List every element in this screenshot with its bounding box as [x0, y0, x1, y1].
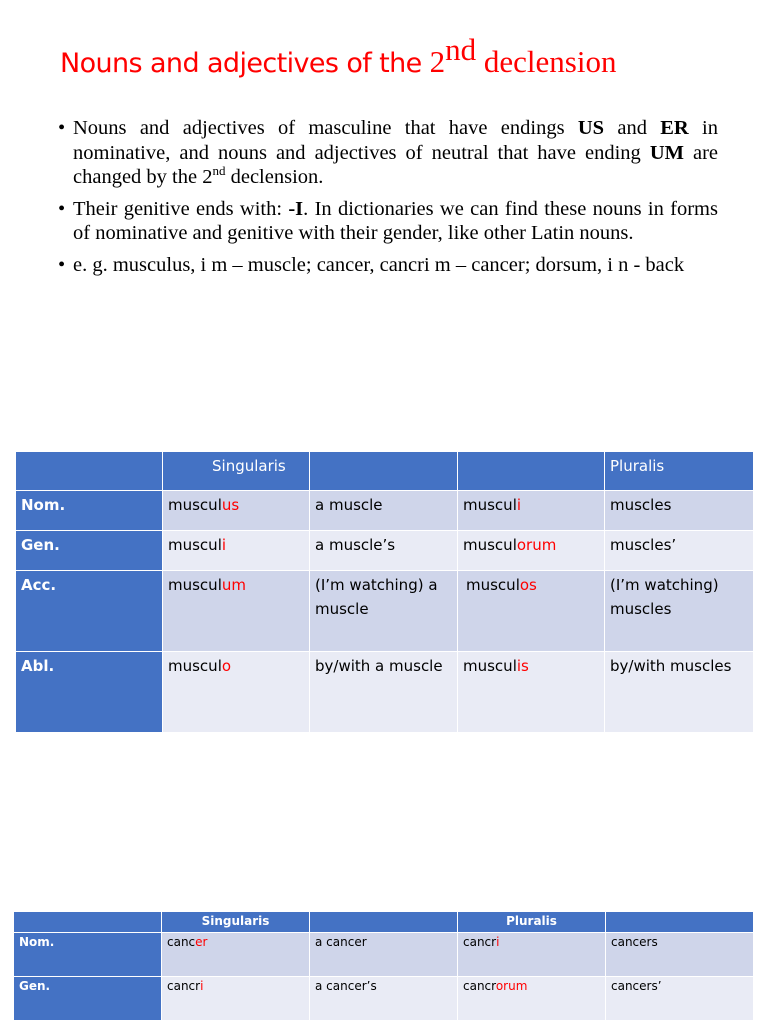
bullet-icon: • — [58, 117, 66, 139]
bullet-text: Their genitive ends with: — [73, 197, 289, 220]
bullet-ordinal: nd — [212, 163, 226, 178]
singular-form: musculo — [163, 652, 310, 733]
bullet-text: and — [604, 117, 661, 139]
case-label: Gen. — [16, 531, 163, 571]
singular-translation: (I’m watching) a muscle — [310, 571, 458, 652]
bullet-text: Nouns and adjectives of masculine that have endings — [73, 117, 578, 139]
declension-table-musculus — [15, 451, 754, 733]
singular-form: cancer — [162, 933, 310, 977]
table-row — [16, 652, 754, 733]
table-header-row — [14, 912, 754, 933]
plural-form: musculorum — [458, 531, 605, 571]
bullet-text: declension. — [225, 166, 324, 188]
title-suffix: declension — [476, 44, 617, 79]
header-cell — [606, 912, 754, 933]
header-cell — [14, 912, 162, 933]
case-label: Abl. — [16, 652, 163, 733]
page-title — [60, 32, 617, 86]
ending-i: -I — [288, 197, 304, 220]
bullet-examples — [58, 253, 718, 278]
header-pluralis: Pluralis — [605, 452, 754, 491]
table-row — [16, 491, 754, 531]
bullet-text: . In dictionaries we can find these nouns in forms of nominative and genitive with their gender, like other Latin nouns. — [73, 197, 718, 244]
singular-translation: a muscle’s — [310, 531, 458, 571]
ending-um: UM — [649, 141, 684, 164]
case-label: Gen. — [14, 977, 162, 1021]
title-ordinal: nd — [445, 32, 477, 67]
bullet-icon: • — [58, 253, 66, 276]
table-row — [16, 571, 754, 652]
singular-translation: by/with a muscle — [310, 652, 458, 733]
bullet-text: are changed by the — [73, 141, 719, 188]
header-singularis: Singularis — [162, 912, 310, 933]
plural-form: cancri — [458, 933, 606, 977]
case-label: Nom. — [16, 491, 163, 531]
header-singularis: Singularis — [163, 452, 310, 491]
header-cell — [16, 452, 163, 491]
bullet-genitive — [58, 197, 718, 246]
ending-er: ER — [660, 117, 689, 139]
bullet-icon: • — [58, 197, 66, 220]
table-row — [14, 977, 754, 1021]
bullet-endings — [58, 116, 718, 190]
declension-table-cancer — [13, 911, 754, 1021]
plural-translation: cancers’ — [606, 977, 754, 1021]
header-cell — [458, 452, 605, 491]
plural-translation: muscles — [605, 491, 754, 531]
header-cell — [310, 452, 458, 491]
plural-translation: (I’m watching) muscles — [605, 571, 754, 652]
bullet-text: in nominative, and nouns and adjectives of neutral that have ending — [73, 117, 718, 164]
singular-form: musculus — [163, 491, 310, 531]
plural-form: musculis — [458, 652, 605, 733]
title-prefix: Nouns and adjectives of the — [60, 48, 430, 79]
case-label: Nom. — [14, 933, 162, 977]
singular-translation: a cancer — [310, 933, 458, 977]
plural-form: musculi — [458, 491, 605, 531]
plural-translation: muscles’ — [605, 531, 754, 571]
singular-form: musculi — [163, 531, 310, 571]
singular-form: cancri — [162, 977, 310, 1021]
ending-us: US — [577, 117, 605, 139]
bullet-list — [58, 116, 718, 284]
plural-translation: cancers — [606, 933, 754, 977]
singular-translation: a muscle — [310, 491, 458, 531]
bullet-number: 2 — [202, 166, 213, 188]
table-header-row — [16, 452, 754, 491]
case-label: Acc. — [16, 571, 163, 652]
title-number: 2 — [429, 44, 446, 79]
plural-form: cancrorum — [458, 977, 606, 1021]
header-cell — [310, 912, 458, 933]
table-row — [16, 531, 754, 571]
plural-form: musculos — [458, 571, 605, 652]
bullet-text: e. g. musculus, i m – muscle; cancer, cancri m – cancer; dorsum, i n - back — [73, 253, 685, 276]
table-row — [14, 933, 754, 977]
singular-translation: a cancer’s — [310, 977, 458, 1021]
plural-translation: by/with muscles — [605, 652, 754, 733]
header-pluralis: Pluralis — [458, 912, 606, 933]
singular-form: musculum — [163, 571, 310, 652]
